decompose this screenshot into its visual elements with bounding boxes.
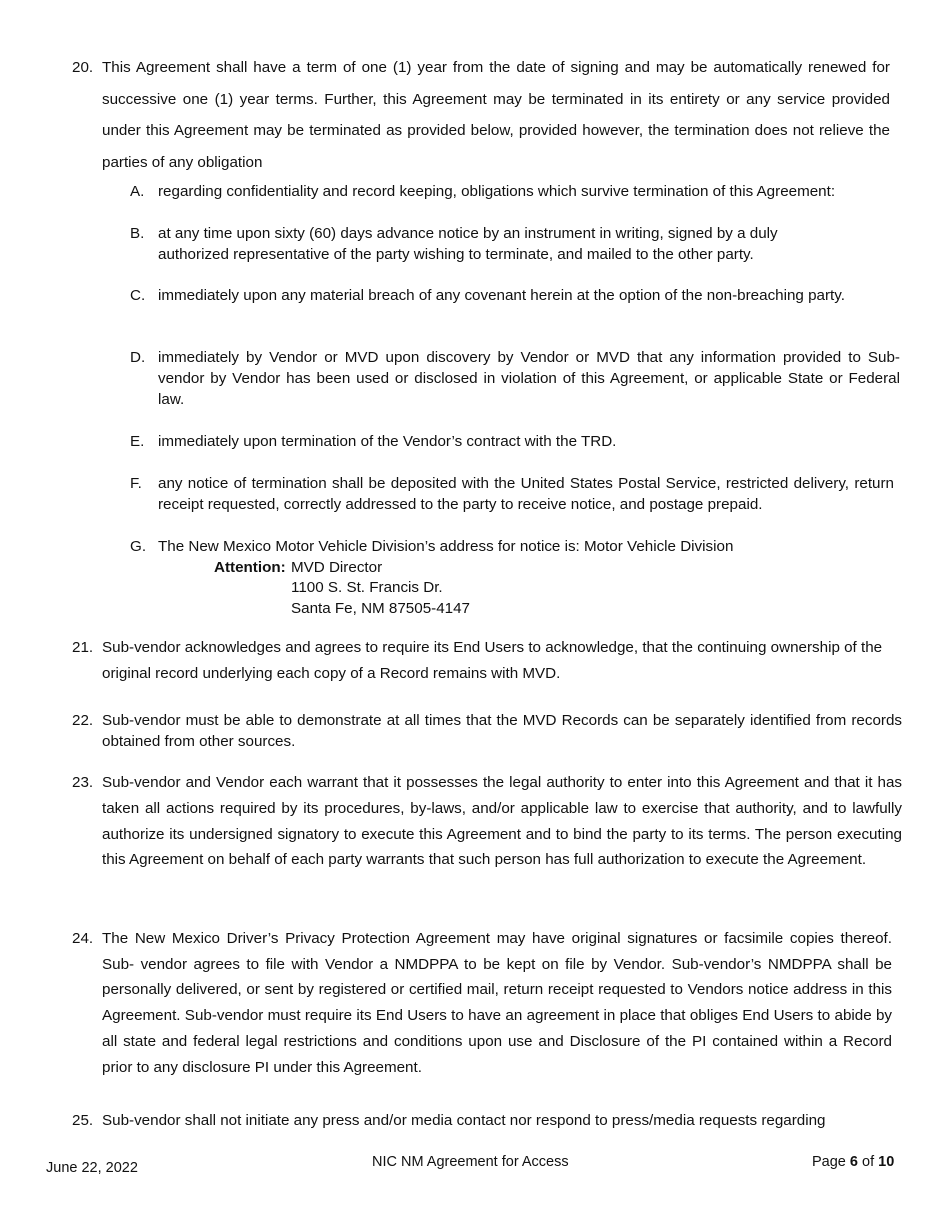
subclause-letter: D. (130, 349, 146, 366)
clause-text: Sub-vendor shall not initiate any press and/or media contact nor respond to press/media requests regarding (102, 1112, 826, 1129)
subclause-a (130, 181, 900, 202)
subclause-letter: B. (130, 225, 145, 242)
address-line-2: 1100 S. St. Francis Dr. (291, 579, 443, 596)
clause-number: 22. (72, 712, 94, 729)
subclause-text: immediately upon termination of the Vendor’s contract with the TRD. (158, 433, 617, 450)
clause-text: Sub-vendor acknowledges and agrees to require its End Users to acknowledge, that the continuing ownership of the original record underlying each copy of a Record remains with MVD. (102, 639, 883, 682)
clause-20 (72, 52, 890, 178)
address-line-1: MVD Director (291, 559, 383, 576)
subclause-text: regarding confidentiality and record keeping, obligations which survive termination of this Agreement: (158, 183, 836, 200)
subclause-letter: A. (130, 183, 145, 200)
clause-21 (72, 635, 902, 686)
subclause-f (130, 473, 894, 515)
subclause-text: at any time upon sixty (60) days advance notice by an instrument in writing, signed by a duly authorized representative of the party wishing to terminate, and mailed to the other party. (158, 225, 778, 263)
footer-page-number: Page 6 of 10 (812, 1154, 895, 1170)
subclause-text: any notice of termination shall be deposited with the United States Postal Service, restricted delivery, return receipt requested, correctly addressed to the party to receive notice, and postage prepaid. (158, 475, 894, 513)
clause-text: This Agreement shall have a term of one (1) year from the date of signing and may be automatically renewed for successive one (1) year terms. Further, this Agreement may be terminated in its entirety or any service provided under this Agreement may be terminated as provided below, provided however, the termination does not relieve the parties of any obligation (102, 59, 890, 171)
subclause-g (130, 536, 900, 557)
clause-number: 25. (72, 1112, 94, 1129)
clause-number: 20. (72, 59, 94, 76)
address-attention-label: Attention: (214, 559, 286, 576)
subclause-d (130, 347, 900, 410)
subclause-e (130, 431, 900, 452)
address-line-3: Santa Fe, NM 87505-4147 (291, 600, 470, 617)
clause-24 (72, 926, 892, 1080)
footer-title: NIC NM Agreement for Access (372, 1154, 569, 1170)
clause-25 (72, 1108, 902, 1133)
subclause-letter: G. (130, 538, 147, 555)
clause-number: 24. (72, 930, 94, 947)
subclause-text: immediately by Vendor or MVD upon discovery by Vendor or MVD that any information provided to Sub-vendor by Vendor has been used or disclosed in violation of this Agreement, or applicable State or Federal law. (158, 349, 900, 408)
subclause-letter: C. (130, 287, 146, 304)
subclause-c (130, 285, 878, 306)
subclause-text: The New Mexico Motor Vehicle Division’s address for notice is: Motor Vehicle Division (158, 538, 734, 555)
clause-text: Sub-vendor and Vendor each warrant that it possesses the legal authority to enter into this Agreement and that it has taken all actions required by its procedures, by-laws, and/or applicable law to exercise that authority, and to lawfully authorize its undersigned signatory to execute this Agreement and to bind the party to its terms. The person executing this Agreement on behalf of each party warrants that such person has full authorization to execute the Agreement. (102, 774, 902, 869)
clause-number: 23. (72, 774, 94, 791)
subclause-letter: E. (130, 433, 145, 450)
subclause-b (130, 223, 838, 265)
footer-date: June 22, 2022 (46, 1160, 138, 1176)
clause-number: 21. (72, 639, 94, 656)
clause-22 (72, 710, 902, 752)
clause-23 (72, 770, 902, 873)
subclause-letter: F. (130, 475, 142, 492)
clause-text: Sub-vendor must be able to demonstrate at all times that the MVD Records can be separately identified from records obtained from other sources. (102, 712, 902, 750)
subclause-text: immediately upon any material breach of any covenant herein at the option of the non-breaching party. (158, 287, 845, 304)
clause-text: The New Mexico Driver’s Privacy Protection Agreement may have original signatures or facsimile copies thereof. Sub- vendor agrees to file with Vendor a NMDPPA to be kept on file by Vendor. Sub-vendor’s NMDPPA shall be personally delivered, or sent by registered or certified mail, return receipt requested to Vendors notice address in this Agreement. Sub-vendor must require its End Users to have an agreement in place that obliges End Users to abide by all state and federal legal restrictions and conditions upon use and Disclosure of the PI contained within a Record prior to any disclosure PI under this Agreement. (102, 930, 892, 1076)
